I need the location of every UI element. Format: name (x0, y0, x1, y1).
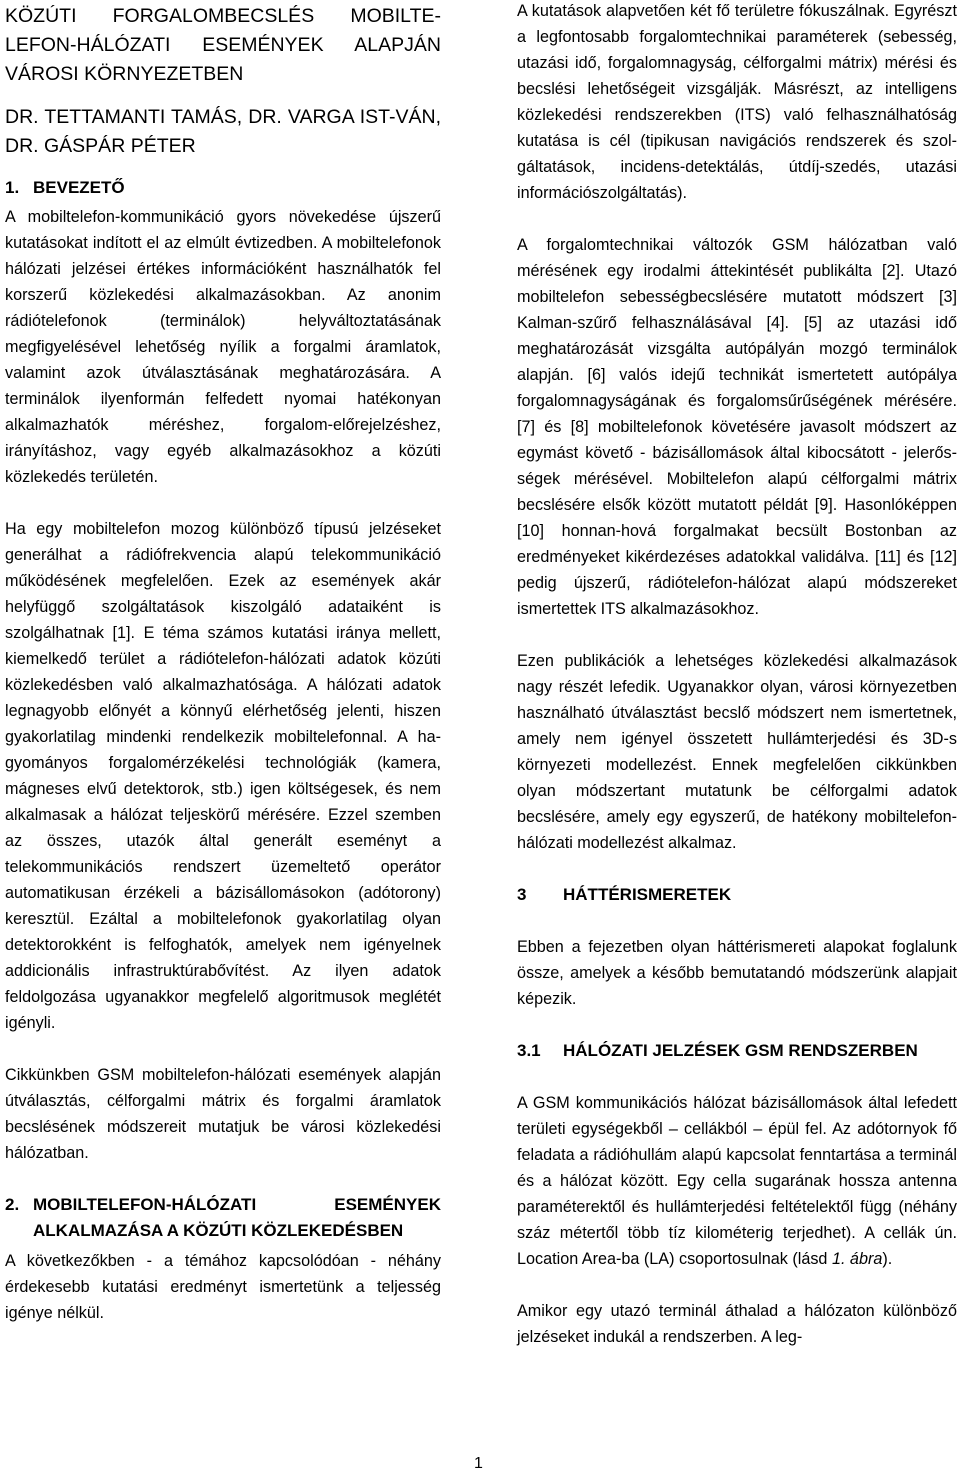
section-3-title: HÁTTÉRISMERETEK (563, 885, 732, 904)
section-1-number: 1. (5, 178, 20, 197)
section-1-heading (5, 175, 441, 201)
section-3-1-paragraph-1 (517, 1090, 957, 1272)
left-column (5, 0, 441, 1326)
section-3-1-paragraph-2: Amikor egy utazó terminál áthalad a hálózaton különböző jelzéseket indukál a rendszerben. A leg- (517, 1302, 957, 1346)
section-3-1-number: 3.1 (517, 1041, 541, 1060)
section-3-heading (517, 882, 957, 908)
section-3-paragraph-1: Ebben a fejezetben olyan háttérismereti alapokat foglalunk össze, amelyek a később bemutatandó módszerünk alapjait képezik. (517, 938, 957, 1008)
section-1-paragraph-3: Cikkünkben GSM mobiltelefon-hálózati események alapján útválasztás, célforgalmi mátrix és forgalmi áramlatok becslésének módszereit mutatjuk be városi közlekedési hálózatban. (5, 1066, 441, 1162)
right-column (517, 0, 957, 1350)
section-1-paragraph-1: A mobiltelefon-kommunikáció gyors növekedése újszerű kutatásokat indított el az elmúlt évtizedben. A mobiltelefonok hálózati jelzései értékes információként használhatók fel korszerű közlekedési alkalmazásokban. Az anonim rádiótelefonok (terminálok) helyváltoztatásának megfigyelésével lehetőség nyílik a forgalmi áramlatok, valamint azok útválasztásának meghatározására. A terminálok ilyenformán felfedett nyomai hatékonyan alkalmazhatók méréshez, forgalom-előrejelzéshez, irányításhoz, vagy egyéb alkalmazásokhoz a közúti közlekedés területén. (5, 208, 441, 486)
section-3-number: 3 (517, 885, 527, 904)
section-1-paragraph-2: Ha egy mobiltelefon mozog különböző típusú jelzéseket generálhat a rádiófrekvencia alapú telekommunikáció működésének megfelelően. Ezek az események akár helyfüggő szolgáltatások kiszolgáló adataiként is szolgálhatnak [1]. E téma számos kutatási iránya mellett, kiemelkedő terület a rádiótelefon-hálózati adatok közúti közlekedésben való alkalmazhatósága. A hálózati adatok legnagyobb előnyét a könnyű elérhetőség jelenti, hiszen gyakorlatilag mindenki rendelkezik mobiltelefonnal. A hagyományos forgalomérzékelési technológiák (kamera, mágneses elvű detektorok, stb.) igen költségesek, és nem alkalmasak a hálózat teljeskörű mérésére. Ezzel szemben az összes, utazók által generált eseményt a telekommunikációs rendszert üzemeltető operátor automatikusan érzékeli a bázisállomásokon (adótorony) keresztül. Ezáltal a mobiltelefonok gyakorlatilag olyan detektorokként is felfoghatók, amelyek nem igényelnek addicionális infrastruktúrabővítést. Az ilyen adatok feldolgozása ugyanakkor megfelelő algoritmusok meglétét igényli. (5, 520, 441, 1032)
page-number: 1 (474, 1455, 483, 1472)
section-3-1-paragraph-1-end: ). (882, 1250, 893, 1268)
section-3-1-paragraph-1-text: A GSM kommunikációs hálózat bázisállomások által lefedett területi egységekből – cellákból – épül fel. Az adótornyok fő feladata a rádióhullám alapú kapcsolat fenntartása a terminál és a hálózat között. Egy cella sugarának hossza antenna paraméterektől és hullámterjedési feltételektől függ (néhány száz métertől több tíz kilométerig terjedhet). A cellák ún. Location Area-ba (LA) csoportosulnak (lásd (517, 1094, 957, 1268)
paper-title: KÖZÚTI FORGALOMBECSLÉS MOBILTE-LEFON-HÁLÓZATI ESEMÉNYEK ALAPJÁN VÁROSI KÖRNYEZETBEN (5, 5, 441, 85)
section-2-heading (5, 1192, 441, 1244)
right-paragraph-3: Ezen publikációk a lehetséges közlekedési alkalmazások nagy részét lefedik. Ugyanakkor olyan, városi környezetben használható útválasztást becslő módszert nem ismertetnek, amely nem igényel összetett hullámterjedési és 3D-s környezeti modellezést. Ennek megfelelően cikkünkben olyan módszertant mutatunk be célforgalmi adatok becslésére, amely egy egyszerű, de hatékony mobiltelefon-hálózati modellezést alkalmaz. (517, 652, 957, 852)
section-3-1-heading (517, 1038, 957, 1064)
figure-reference: 1. ábra (831, 1250, 883, 1268)
section-2-number: 2. (5, 1195, 20, 1214)
section-2-title: MOBILTELEFON-HÁLÓZATI ESEMÉNYEK ALKALMAZÁSA A KÖZÚTI KÖZLEKEDÉSBEN (33, 1195, 441, 1240)
section-3-1-title: HÁLÓZATI JELZÉSEK GSM RENDSZERBEN (563, 1041, 918, 1060)
section-2-paragraph-1: A következőkben - a témához kapcsolódóan - néhány érdekesebb kutatási eredményt ismertetünk a teljesség igénye nélkül. (5, 1252, 441, 1322)
right-paragraph-2: A forgalomtechnikai változók GSM hálózatban való mérésének egy irodalmi áttekintését publikálta [2]. Utazó mobiltelefon sebességbecslésére mutatott módszert [3] Kalman-szűrő felhasználásával [4]. [5] az utazási idő meghatározását vizsgálta autópályán mozgó terminálok alapján. [6] valós idejű technikát ismertetett autópálya forgalomnagyságának és forgalomsűrűségének mérésére. [7] és [8] mobiltelefonok követésére javasolt módszert az egymást követő - bázisállomások által kibocsátott - jelerősségek mérésével. Mobiltelefon alapú célforgalmi mátrix becslésére elsők között mutatott példát [9]. Hasonlóképpen [10] honnan-hová forgalmakat becsült Bostonban az eredményeket kikérdezéses adatokkal validálva. [11] és [12] pedig újszerű, rádiótelefon-hálózat alapú módszereket ismertettek ITS alkalmazásokhoz. (517, 236, 957, 618)
right-paragraph-1: A kutatások alapvetően két fő területre fókuszálnak. Egyrészt a legfontosabb forgalomtechnikai paraméterek (sebesség, utazási idő, forgalomnagyság, célforgalmi mátrix) mérési és becslési lehetőségeit vizsgálják. Másrészt, az intelligens közlekedési rendszerekben (ITS) való felhasználhatóság kutatása is cél (tipikusan navigációs rendszerek és szolgáltatások, incidens-detektálás, útdíj-szedés, utazási információszolgáltatás). (517, 2, 957, 202)
section-1-title: BEVEZETŐ (33, 178, 125, 197)
paper-authors: DR. TETTAMANTI TAMÁS, DR. VARGA IST-VÁN, DR. GÁSPÁR PÉTER (5, 106, 441, 157)
